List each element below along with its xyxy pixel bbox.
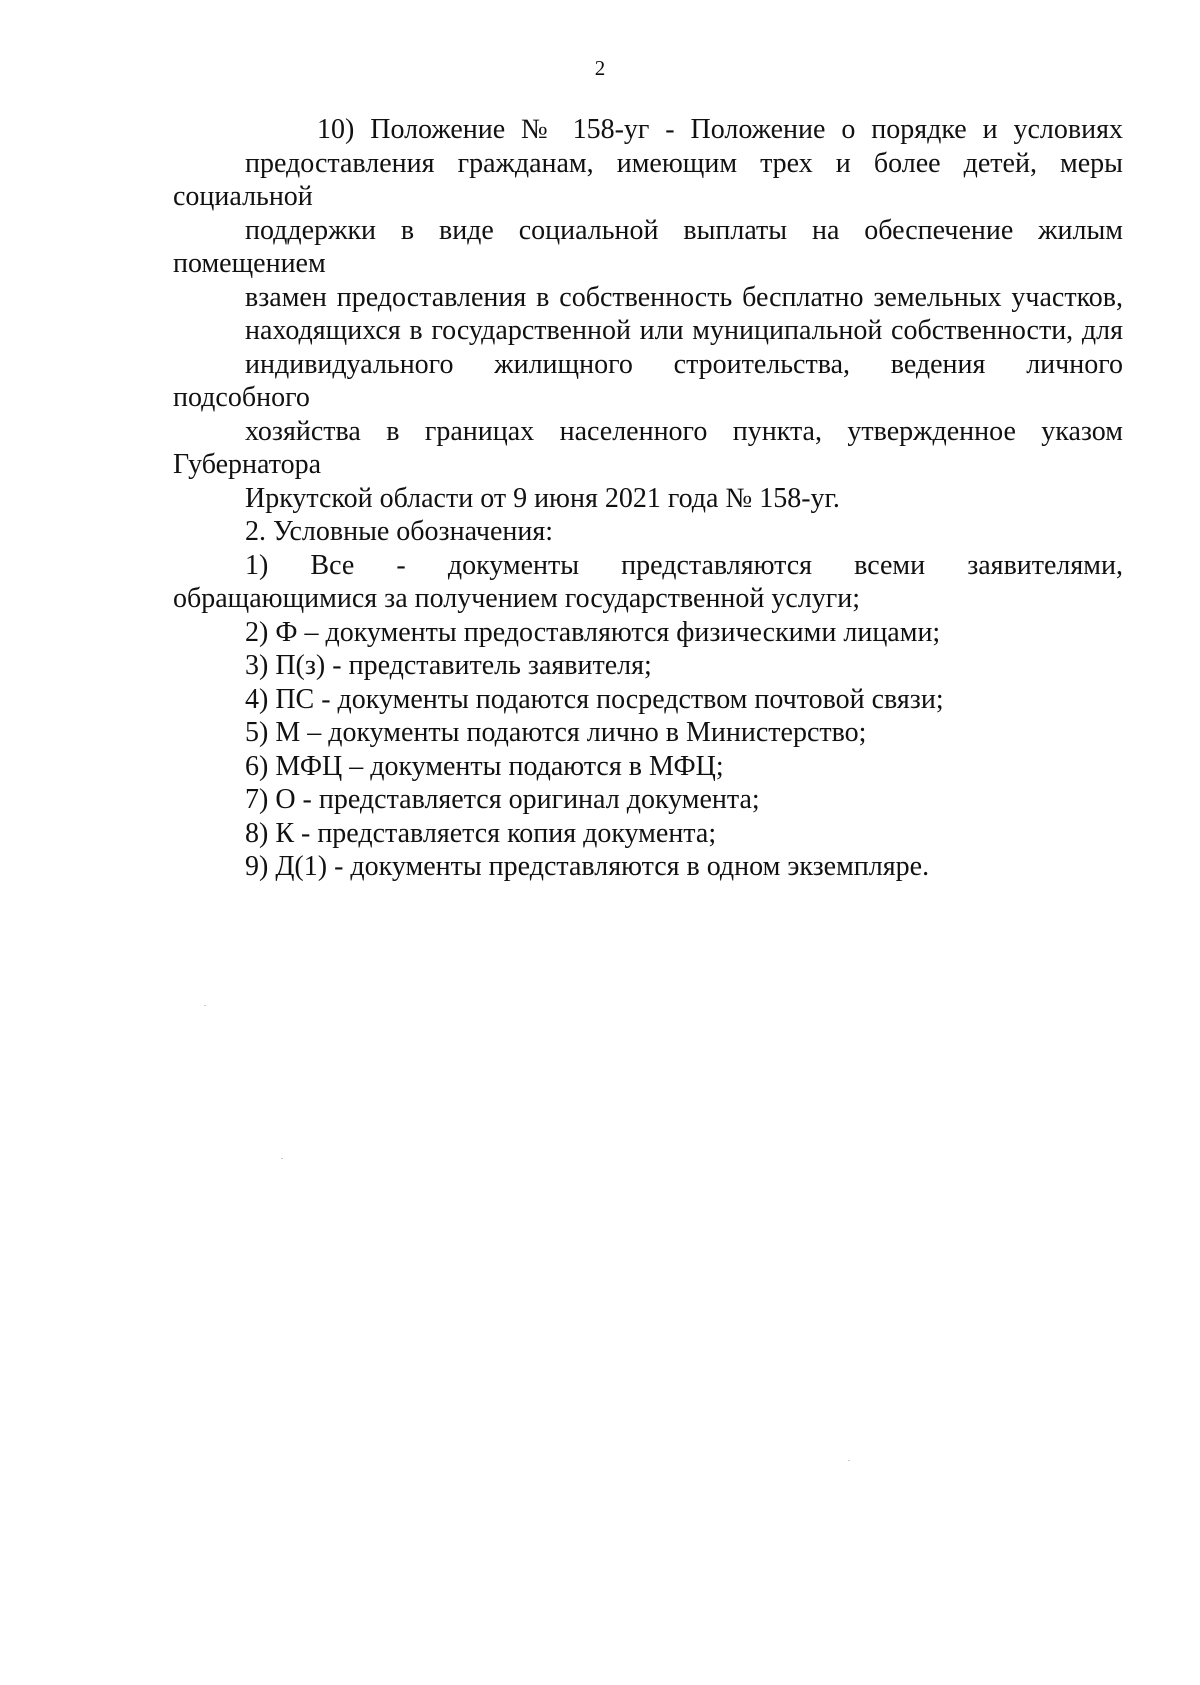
page-number: 2 [594, 56, 606, 80]
item-10-line: хозяйства в границах населенного пункта, утвержденное указом Губернатора [173, 415, 1123, 480]
legend-item: 7) О - представляется оригинал документа; [245, 784, 760, 815]
legend-item: 3) П(з) - представитель заявителя; [245, 650, 652, 681]
document-body [173, 113, 1123, 884]
legend-item-1-line: 1) Все - документы представляются всеми заявителями, [245, 549, 1123, 581]
item-10-line: взамен предоставления в собственность бесплатно земельных участков, [245, 281, 1123, 313]
legend-item: 4) ПС - документы подаются посредством почтовой связи; [245, 683, 944, 715]
item-10-line: находящихся в государственной или муниципальной собственности, для [245, 315, 1123, 346]
legend-item-1-line: обращающимися за получением государственной услуги; [173, 583, 861, 614]
legend-item: 2) Ф – документы предоставляются физическими лицами; [245, 616, 941, 648]
item-10-line: предоставления гражданам, имеющим трех и более детей, меры социальной [173, 147, 1123, 212]
legend-item: 5) М – документы подаются лично в Министерство; [245, 717, 867, 748]
scan-speck [281, 1158, 283, 1159]
legend-item-1 [173, 549, 1123, 616]
scan-speck [848, 1460, 850, 1461]
legend-item: 8) К - представляется копия документа; [245, 817, 717, 849]
item-10-line: Иркутской области от 9 июня 2021 года № 158-уг. [245, 482, 840, 514]
item-10-line: поддержки в виде социальной выплаты на обеспечение жилым помещением [173, 214, 1123, 279]
scan-speck [204, 1005, 206, 1006]
legend-item: 6) МФЦ – документы подаются в МФЦ; [245, 750, 724, 782]
item-10-paragraph [173, 113, 1123, 515]
section-2-heading: 2. Условные обозначения: [245, 516, 554, 547]
legend-item: 9) Д(1) - документы представляются в одном экземпляре. [245, 851, 930, 882]
item-10-line: индивидуального жилищного строительства, ведения личного подсобного [173, 348, 1123, 413]
item-10-line: 10) Положение № 158-уг - Положение о порядке и условиях [317, 114, 1123, 145]
